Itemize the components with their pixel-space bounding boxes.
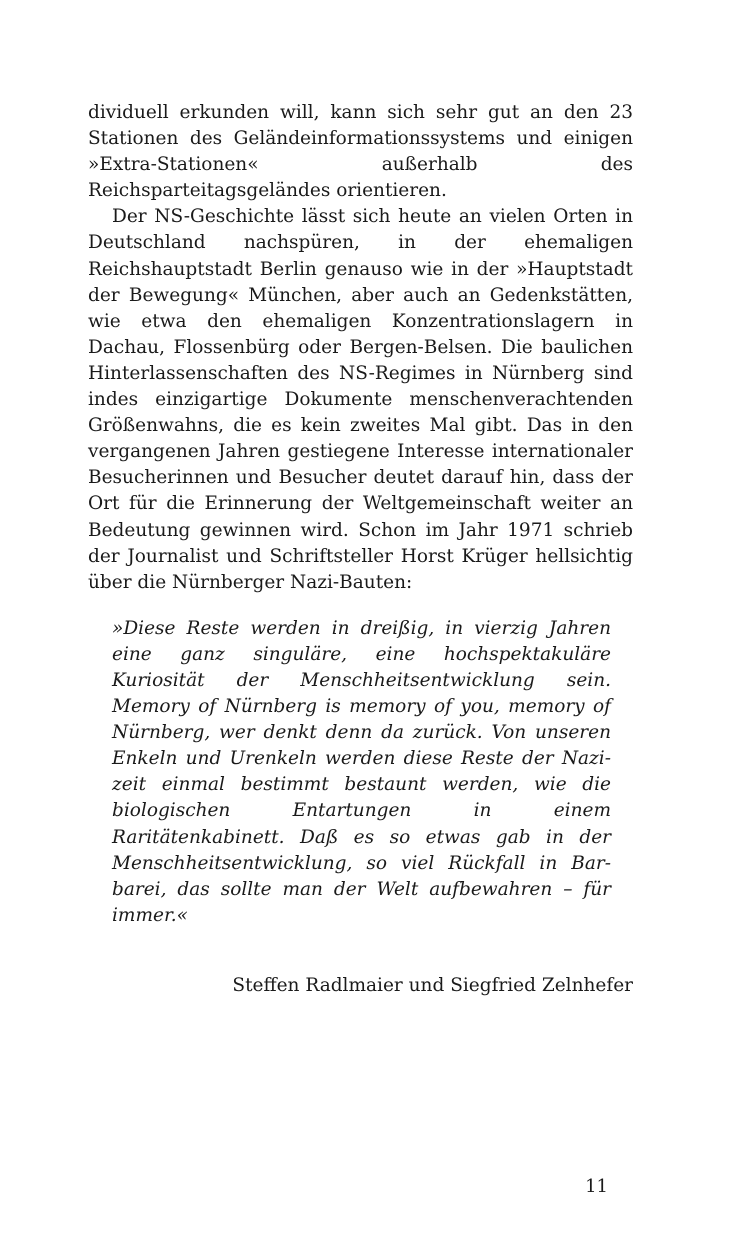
body-paragraph-1: dividuell erkunden will, kann sich sehr gut an den 23 Stationen des Geländeinformationssystems und einigen »Extra-Stationen« außerhalb des Reichsparteitagsgeländes orientieren. bbox=[88, 102, 633, 202]
page-content bbox=[88, 100, 633, 999]
body-paragraph-2: Der NS-Geschichte lässt sich heute an vielen Orten in Deutschland nachspüren, in der ehemaligen Reichshauptstadt Berlin genauso wie in der »Hauptstadt der Bewegung« München, aber auch an Gedenkstätten, wie etwa den ehemaligen Konzentrationslagern in Dachau, Flossenbürg oder Bergen-Belsen. Die baulichen Hinterlassenschaften des NS-Regimes in Nürnberg sind indes einzigartige Dokumente menschenverachtenden Größenwahns, die es kein zweites Mal gibt. Das in den vergangenen Jahren gestiegene Interesse internationaler Besucherinnen und Besucher deutet darauf hin, dass der Ort für die Erinnerung der Weltgemeinschaft weiter an Bedeutung gewinnen wird. Schon im Jahr 1971 schrieb der Journalist und Schriftsteller Horst Krüger hellsichtig über die Nürnberger Nazi-Bauten: bbox=[88, 206, 633, 593]
page-number: 11 bbox=[585, 1176, 608, 1197]
block-quote: »Diese Reste werden in dreißig, in vierzig Jahren eine ganz singuläre, eine hochspektakuläre Kuriosität der Menschheitsentwicklung sein. Memory of Nürnberg is memory of you, memory of Nürnberg, wer denkt denn da zurück. Von unseren Enkeln und Urenkeln werden diese Reste der Nazizeit einmal bestimmt bestaunt werden, wie die biologischen Entartungen in einem Raritätenkabinett. Daß es so etwas gab in der Menschheitsentwicklung, so viel Rückfall in Barbarei, das sollte man der Welt aufbewahren – für immer.« bbox=[112, 617, 611, 926]
author-signature: Steffen Radlmaier und Siegfried Zelnhefer bbox=[232, 974, 633, 996]
